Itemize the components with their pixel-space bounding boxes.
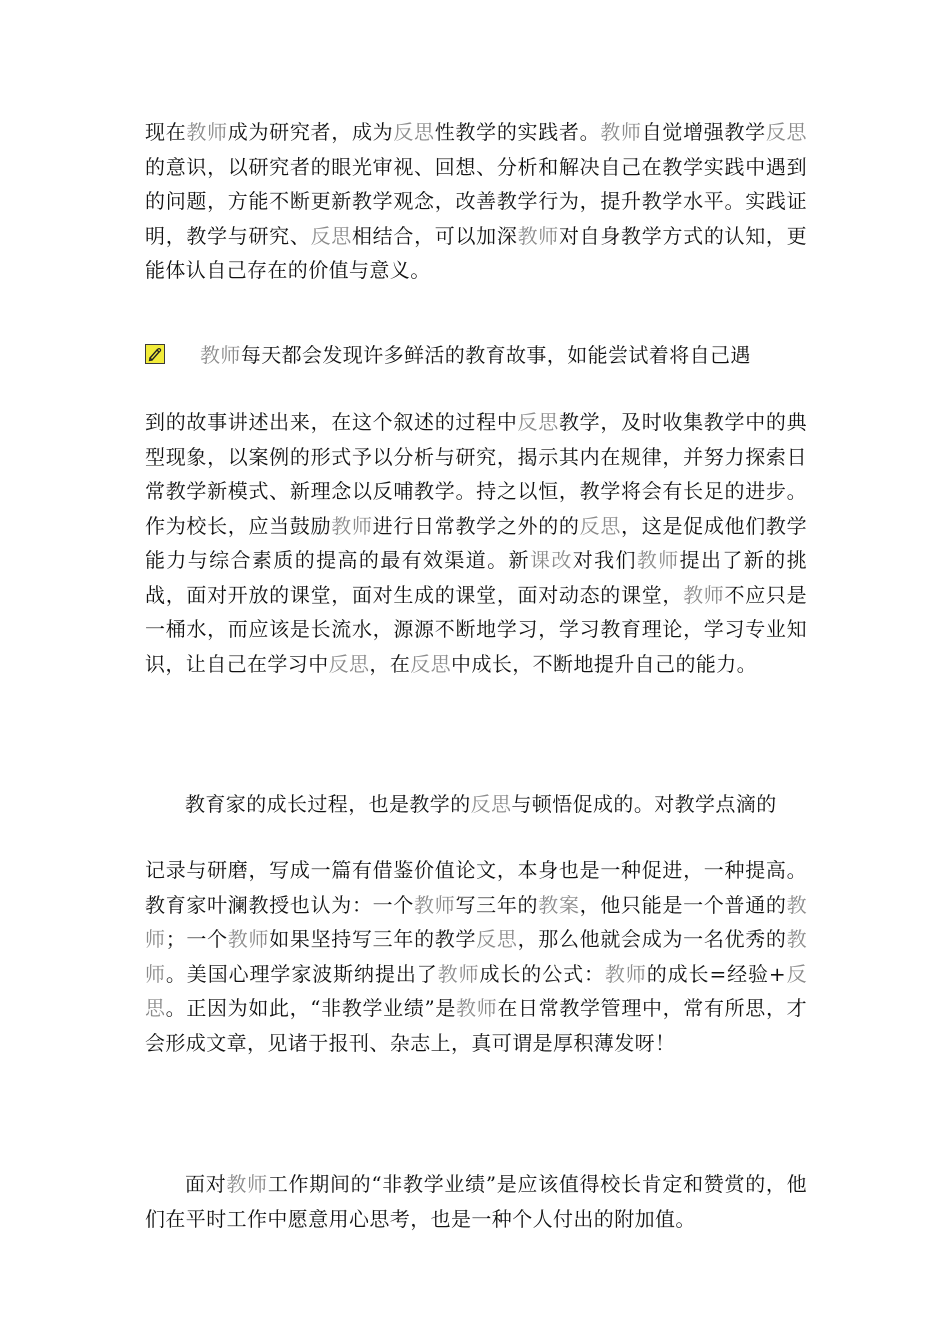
highlighted-term: 教师 [636,548,680,572]
text-run: 教育家的成长过程，也是教学的 [185,792,471,816]
text-run: 在日常教学管理中，常有所思，才会形成文章，见诸于报刊、杂志上，真可谓是厚积薄发呀！ [145,996,808,1055]
text-run: 不应只是一桶水，而应该是长流水，源源不断地学习，学习教育理论，学习专业知识，让自己在学习中 [145,582,807,676]
text-run: 提出了新的挑战，面对开放的课堂，面对生成的课堂，面对动态的课堂， [145,548,807,607]
text-run: 自觉增强教学 [641,120,766,144]
text-run: ；一个 [165,927,228,951]
text-run: 每天都会发现许多鲜活的教育故事，如能尝试着将自己遇 [240,343,751,367]
paragraph-3-continued [145,853,807,1060]
text-run: 如果坚持写三年的教学 [269,927,477,951]
paragraph-1 [145,115,807,288]
highlighted-term: 反思 [310,223,352,248]
text-run: 相结合，可以加深 [351,223,518,248]
text-run: 的成长=经验+ [646,961,787,986]
highlighted-term: 教师 [600,120,642,144]
paragraph-2-continued [145,405,807,681]
edit-note-icon[interactable] [145,344,165,364]
highlighted-term: 教师 [331,513,373,538]
highlighted-term: 反思 [470,792,512,816]
text-run: 面对 [185,1172,227,1196]
highlighted-term: 教师 [226,1172,268,1196]
highlighted-term: 教师 [456,996,498,1020]
text-run: 性教学的实践者。 [434,120,601,144]
text-run: 与顿悟促成的。对教学点滴的 [511,792,777,816]
text-run: 对我们 [572,548,637,572]
text-run: ，那么他就会成为一名优秀的 [517,927,787,951]
highlighted-term: 教师 [517,223,559,248]
highlighted-term: 反思 [393,120,435,144]
highlighted-term: 教案 [538,892,580,917]
highlighted-term: 教师 [145,892,808,951]
paragraph-3-first-line [145,787,807,822]
text-run: 记录与研磨，写成一篇有借鉴价值论文，本身也是一种促进，一种提高。教育家叶澜教授也认为：一个 [145,858,807,917]
highlighted-term: 反思 [765,120,807,144]
highlighted-term: 反思 [328,651,370,676]
text-run: 现在 [145,120,187,144]
highlighted-term: 课改 [529,548,573,572]
text-run: 教学，及时收集教学中的典型现象，以案例的形式予以分析与研究，揭示其内在规律，并努力探索日常教学新模式、新理念以反哺教学。持之以恒，教学将会有长足的进步。作为校长，应当鼓励 [145,410,807,538]
highlighted-term: 教师 [227,927,270,951]
text-run: 的意识，以研究者的眼光审视、回想、分析和解决自己在教学实践中遇到的问题，方能不断更新教学观念，改善教学行为，提升教学水平。实践证明，教学与研究、 [145,154,807,248]
text-run: 中成长，不断地提升自己的能力。 [451,651,758,676]
highlighted-term: 反思 [476,927,518,951]
text-run: 。正因为如此，“非教学业绩”是 [165,996,457,1020]
highlighted-term: 反思 [410,651,452,676]
highlighted-term: 教师 [604,961,647,986]
highlighted-term: 教师 [186,120,228,144]
highlighted-term: 反思 [517,410,559,434]
text-run: 写三年的 [455,892,539,917]
highlighted-term: 反思 [145,961,807,1020]
text-run: 到的故事讲述出来，在这个叙述的过程中 [145,410,518,434]
edit-note-icon-glyph [147,346,163,362]
paragraph-2-first-line [200,338,807,373]
highlighted-term: 教师 [414,892,456,917]
text-run: ，在 [369,651,411,676]
text-run: ，他只能是一个普通的 [579,892,787,917]
text-run: ，这是促成他们教学能力与综合素质的提高的最有效渠道。新 [145,513,808,572]
text-run: 成为研究者，成为 [227,120,394,144]
highlighted-term: 教师 [200,343,241,367]
highlighted-term: 教师 [683,582,725,607]
highlighted-term: 反思 [579,513,622,538]
text-run: 。美国心理学家波斯纳提出了 [165,961,438,986]
text-run: 对自身教学方式的认知，更能体认自己存在的价值与意义。 [145,223,808,282]
text-run: 成长的公式： [479,961,605,986]
paragraph-4 [145,1167,807,1236]
highlighted-term: 教师 [145,927,808,986]
text-run: 进行日常教学之外的的 [372,513,580,538]
text-run: 工作期间的“非教学业绩”是应该值得校长肯定和赞赏的，他们在平时工作中愿意用心思考，也是一种个人付出的附加值。 [145,1172,808,1231]
highlighted-term: 教师 [437,961,480,986]
